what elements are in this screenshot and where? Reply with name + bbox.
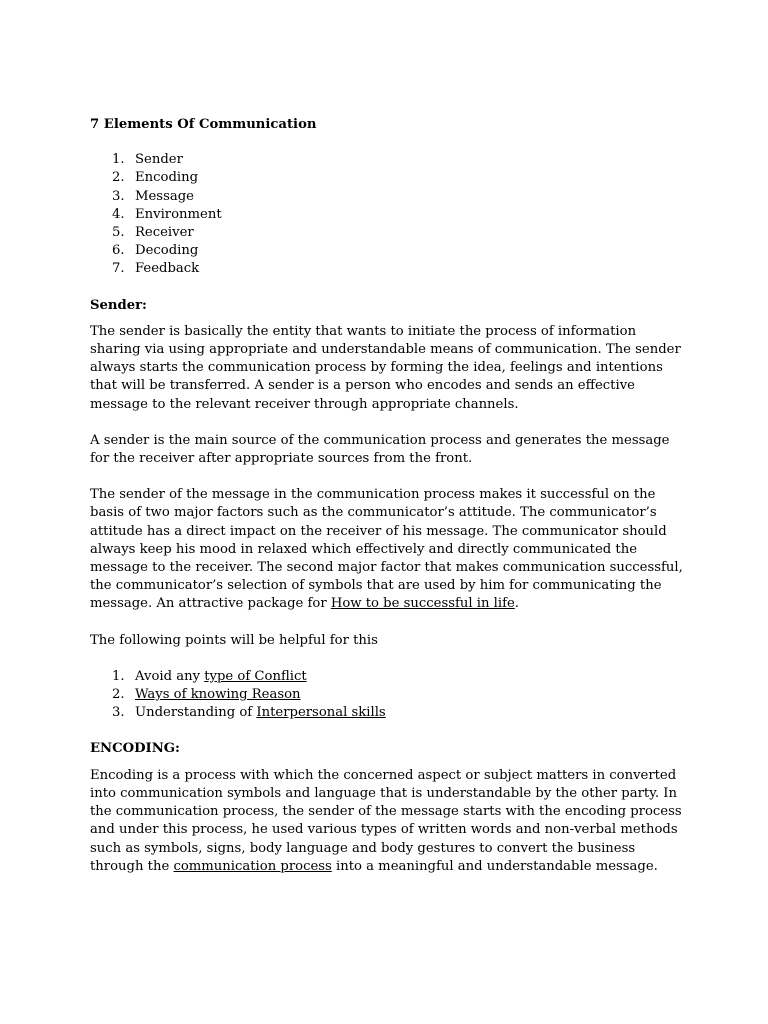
sender-paragraph-3-text: The sender of the message in the communication process makes it successful on the basis of two major factors such as the communicator’s attitude. The communicator’s attitude has a direct impact on the receiver of his message. The communicator should always keep his mood in relaxed which effectively and directly communicated the message to the receiver. The second major factor that makes communication successful, the communicator’s selection of symbols that are used by him for communicating the message. An attractive package for <box>90 487 683 612</box>
list-label: Sender <box>135 152 183 168</box>
list-number: 7. <box>112 261 125 277</box>
document-title: 7 Elements Of Communication <box>90 117 317 132</box>
sender-paragraph-2: A sender is the main source of the communication process and generates the message for the receiver after appropriate sources from the front. <box>90 432 670 467</box>
list-item <box>90 151 690 169</box>
list-number: 3. <box>112 188 125 204</box>
list-number: 1. <box>112 668 125 684</box>
list-number: 4. <box>112 206 125 222</box>
list-item <box>90 169 690 187</box>
list-item <box>90 224 690 242</box>
list-label: Environment <box>135 206 222 222</box>
list-item <box>90 686 690 704</box>
list-number: 2. <box>112 170 125 186</box>
list-item <box>90 242 690 260</box>
list-item <box>90 188 690 206</box>
list-item <box>90 704 690 722</box>
list-number: 6. <box>112 243 125 259</box>
list-label: Message <box>135 188 194 204</box>
list-number: 2. <box>112 687 125 703</box>
list-label: Encoding <box>135 170 199 186</box>
encoding-heading: ENCODING: <box>90 741 180 757</box>
sender-paragraph-3 <box>90 486 690 613</box>
list-label: Feedback <box>135 261 200 277</box>
elements-list <box>90 151 690 278</box>
communication-process-link[interactable]: communication process <box>173 858 332 874</box>
encoding-paragraph-text: Encoding is a process with which the concerned aspect or subject matters in converted into communication symbols and language that is understandable by the other party. In the communication process, the sender of the message starts with the encoding process and under this process, he used various types of written words and non-verbal methods such as symbols, signs, body language and body gestures to convert the business through the <box>90 767 682 874</box>
list-item <box>90 206 690 224</box>
conflict-type-link[interactable]: type of Conflict <box>204 668 307 684</box>
encoding-paragraph <box>90 767 690 876</box>
success-in-life-link[interactable]: How to be successful in life <box>330 596 515 612</box>
list-item <box>90 260 690 278</box>
list-label: Decoding <box>135 243 199 259</box>
list-number: 3. <box>112 705 125 721</box>
sender-heading: Sender: <box>90 297 147 313</box>
points-intro: The following points will be helpful for this <box>90 632 378 648</box>
list-prefix: Understanding of <box>135 705 257 721</box>
helpful-points-list <box>90 668 690 723</box>
list-number: 5. <box>112 225 125 241</box>
encoding-paragraph-end: into a meaningful and understandable message. <box>331 858 658 874</box>
interpersonal-skills-link[interactable]: Interpersonal skills <box>256 705 386 721</box>
knowing-reason-link[interactable]: Ways of knowing Reason <box>135 687 301 703</box>
list-prefix: Avoid any <box>135 668 205 684</box>
list-item <box>90 668 690 686</box>
list-label: Receiver <box>135 225 194 241</box>
sender-paragraph-3-end: . <box>514 596 519 612</box>
sender-paragraph-1: The sender is basically the entity that wants to initiate the process of information sharing via using appropriate and understandable means of communication. The sender always starts the communication process by forming the idea, feelings and intentions that will be transferred. A sender is a person who encodes and sends an effective message to the relevant receiver through appropriate channels. <box>90 323 681 412</box>
document-page <box>90 116 690 894</box>
list-number: 1. <box>112 152 125 168</box>
